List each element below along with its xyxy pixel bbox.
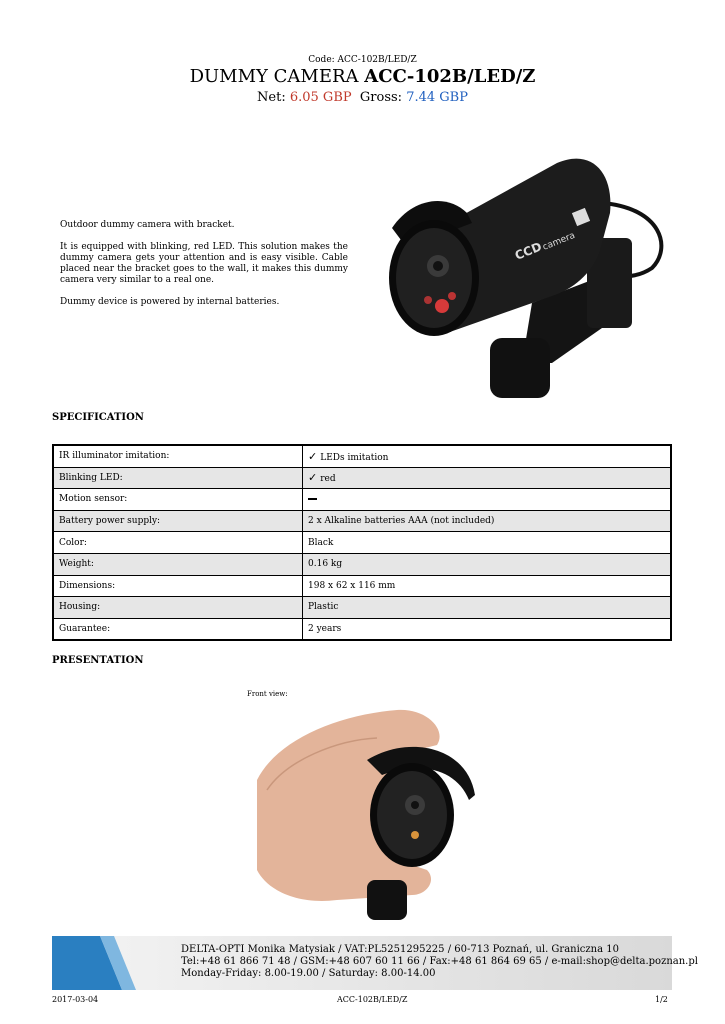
company-hours: Monday-Friday: 8.00-19.00 / Saturday: 8.00-14.00 — [181, 968, 436, 979]
product-description — [60, 220, 348, 319]
front-view-label: Front view: — [247, 690, 288, 698]
table-row — [53, 597, 671, 619]
description-paragraph: It is equipped with blinking, red LED. This solution makes the dummy camera gets your attention and is easy visible. Cable placed near the bracket goes to the wall, it makes this dummy camera very similar to a real one. — [60, 242, 348, 285]
price-line — [0, 90, 725, 105]
check-icon: ✓ — [308, 449, 318, 463]
table-row — [53, 489, 671, 511]
table-row — [53, 618, 671, 640]
description-paragraph: Dummy device is powered by internal batteries. — [60, 297, 280, 307]
camera-model-text: camera — [541, 230, 577, 253]
spec-value: 2 x Alkaline batteries AAA (not included) — [303, 510, 672, 532]
specification-table — [52, 444, 672, 641]
spec-label: Battery power supply: — [53, 510, 303, 532]
spec-value: Plastic — [303, 597, 672, 619]
gross-price: 7.44 GBP — [406, 90, 468, 105]
table-row — [53, 532, 671, 554]
page-title — [0, 66, 725, 87]
spec-value: ✓ LEDs imitation — [303, 445, 672, 467]
spec-value: 198 x 62 x 116 mm — [303, 575, 672, 597]
spec-label: Guarantee: — [53, 618, 303, 640]
page-number: 1/2 — [655, 995, 668, 1004]
spec-label: Dimensions: — [53, 575, 303, 597]
title-model: ACC-102B/LED/Z — [364, 66, 536, 87]
specification-heading: SPECIFICATION — [52, 412, 144, 423]
spec-label: Motion sensor: — [53, 489, 303, 511]
spec-label: Weight: — [53, 553, 303, 575]
document-date: 2017-03-04 — [52, 995, 99, 1004]
table-row — [53, 510, 671, 532]
table-row — [53, 467, 671, 489]
spec-value: 2 years — [303, 618, 672, 640]
table-row — [53, 445, 671, 467]
camera-product-image — [352, 128, 670, 404]
presentation-heading: PRESENTATION — [52, 655, 144, 666]
camera-brand-text: CCD — [512, 239, 544, 263]
spec-label: Color: — [53, 532, 303, 554]
company-address: DELTA-OPTI Monika Matysiak / VAT:PL5251295225 / 60-713 Poznań, ul. Graniczna 10 — [181, 944, 619, 955]
spec-value: Black — [303, 532, 672, 554]
company-logo — [52, 936, 152, 990]
description-paragraph: Outdoor dummy camera with bracket. — [60, 220, 235, 230]
company-phones: Tel:+48 61 866 71 48 / GSM:+48 607 60 11 66 / Fax:+48 61 864 69 65 / e-mail:shop@delta.poznan.pl — [181, 956, 698, 967]
table-row — [53, 553, 671, 575]
hand-camera-image — [247, 700, 477, 925]
spec-value — [303, 489, 672, 511]
table-row — [53, 575, 671, 597]
footer-product-code: ACC-102B/LED/Z — [337, 995, 408, 1004]
spec-label: IR illuminator imitation: — [53, 445, 303, 467]
dash-icon — [308, 498, 317, 500]
product-code: Code: ACC-102B/LED/Z — [308, 55, 417, 65]
net-price: 6.05 GBP — [289, 90, 352, 105]
spec-value: ✓ red — [303, 467, 672, 489]
spec-label: Housing: — [53, 597, 303, 619]
gross-label: Gross: — [359, 90, 403, 105]
net-label: Net: — [257, 90, 286, 105]
spec-value: 0.16 kg — [303, 553, 672, 575]
spec-label: Blinking LED: — [53, 467, 303, 489]
title-prefix: DUMMY CAMERA — [189, 66, 359, 87]
company-contact — [181, 944, 698, 980]
check-icon: ✓ — [308, 471, 318, 485]
